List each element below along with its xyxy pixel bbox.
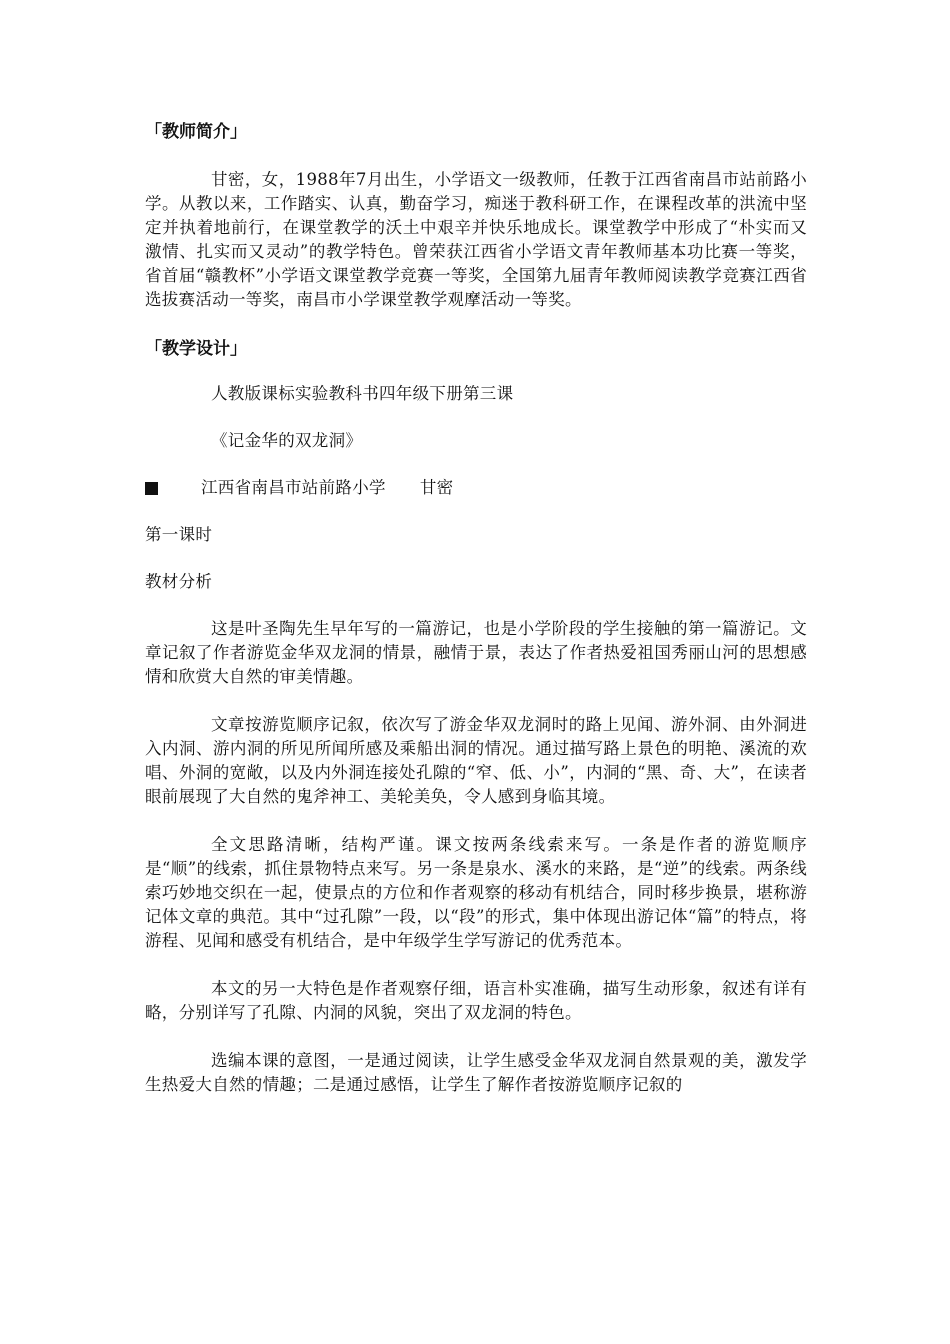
- school-name: 江西省南昌市站前路小学: [201, 478, 386, 497]
- analysis-paragraph: 全文思路清晰，结构严谨。课文按两条线索来写。一条是作者的游览顺序是“顺”的线索，抓住景物特点来写。另一条是泉水、溪水的来路，是“逆”的线索。两条线索巧妙地交织在一起，使景点的方位和作者观察的移动有机结合，同时移步换景，堪称游记体文章的典范。其中“过孔隙”一段，以“段”的形式，集中体现出游记体“篇”的特点，将游程、见闻和感受有机结合，是中年级学生学写游记的优秀范本。: [145, 835, 807, 950]
- teacher-intro-paragraph: 甘密，女，1988年7月出生，小学语文一级教师，任教于江西省南昌市站前路小学。从教以来，工作踏实、认真，勤奋学习，痴迷于教科研工作，在课程改革的洪流中坚定并执着地前行，在课堂教学的沃土中艰辛并快乐地成长。课堂教学中形成了“朴实而又激情、扎实而又灵动”的教学特色。曾荣获江西省小学语文青年教师基本功比赛一等奖，省首届“赣教杯”小学语文课堂教学竞赛一等奖，全国第九届青年教师阅读教学竞赛江西省选拔赛活动一等奖，南昌市小学课堂教学观摩活动一等奖。: [145, 170, 807, 309]
- analysis-paragraph: 这是叶圣陶先生早年写的一篇游记，也是小学阶段的学生接触的第一篇游记。文章记叙了作者游览金华双龙洞的情景，融情于景，表达了作者热爱祖国秀丽山河的思想感情和欣赏大自然的审美情趣。: [145, 619, 807, 686]
- teaching-design-heading: 「教学设计」: [145, 339, 247, 359]
- analysis-paragraph: 选编本课的意图，一是通过阅读，让学生感受金华双龙洞自然景观的美，激发学生热爱大自然的情趣；二是通过感悟，让学生了解作者按游览顺序记叙的: [145, 1051, 807, 1094]
- square-bullet-icon: [145, 482, 158, 495]
- teacher-intro-heading: 「教师简介」: [145, 122, 247, 142]
- analysis-paragraph: 本文的另一大特色是作者观察仔细，语言朴实准确，描写生动形象，叙述有详有略，分别详写了孔隙、内洞的风貌，突出了双龙洞的特色。: [145, 979, 807, 1022]
- textbook-line: 人教版课标实验教科书四年级下册第三课: [211, 384, 514, 403]
- material-analysis-heading: 教材分析: [145, 572, 213, 591]
- author-line: [145, 476, 807, 500]
- analysis-paragraph: 文章按游览顺序记叙，依次写了游金华双龙洞时的路上见闻、游外洞、由外洞进入内洞、游内洞的所见所闻所感及乘船出洞的情况。通过描写路上景色的明艳、溪流的欢唱、外洞的宽敞，以及内外洞连接处孔隙的“窄、低、小”，内洞的“黑、奇、大”，在读者眼前展现了大自然的鬼斧神工、美轮美奂，令人感到身临其境。: [145, 715, 807, 806]
- lesson-title: 《记金华的双龙洞》: [211, 431, 363, 450]
- lesson-period: 第一课时: [145, 525, 213, 544]
- author-name: 甘密: [419, 478, 454, 497]
- document-page: [145, 120, 807, 1097]
